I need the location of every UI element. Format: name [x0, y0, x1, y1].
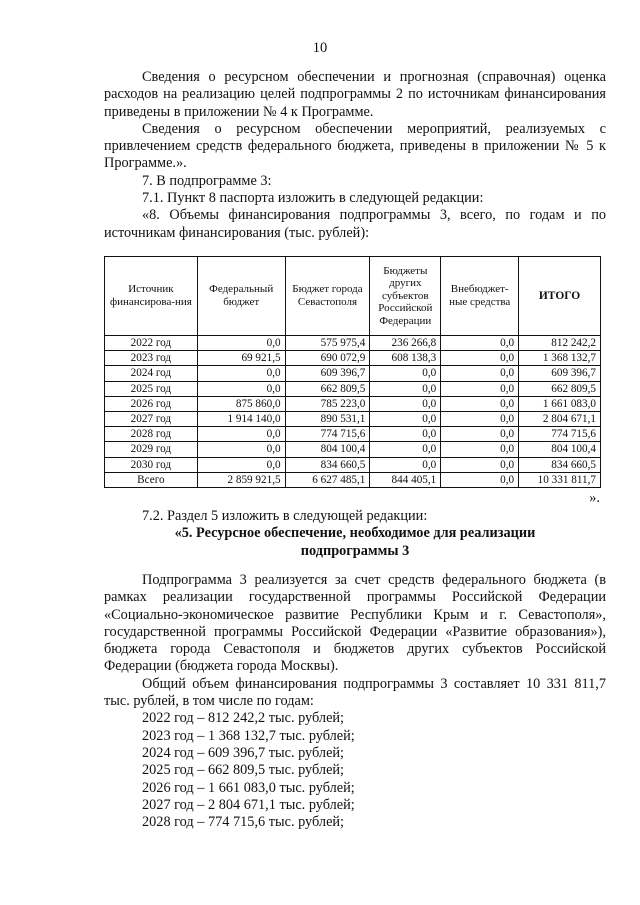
year-line: 2023 год – 1 368 132,7 тыс. рублей;	[142, 727, 355, 744]
table-cell: 875 860,0	[197, 396, 285, 411]
paragraph: «8. Объемы финансирования подпрограммы 3, всего, по годам и по источникам финансирования (тыс. рублей):	[104, 207, 606, 241]
table-cell: 2022 год	[105, 336, 198, 351]
table-cell: 804 100,4	[519, 442, 601, 457]
table-cell: 0,0	[441, 427, 519, 442]
table-cell: 804 100,4	[285, 442, 370, 457]
year-line: 2025 год – 662 809,5 тыс. рублей;	[142, 762, 345, 779]
table-row	[105, 427, 601, 442]
table-cell: 608 138,3	[370, 351, 441, 366]
table-row	[105, 381, 601, 396]
table-cell: 0,0	[370, 396, 441, 411]
table-cell: 690 072,9	[285, 351, 370, 366]
table-cell: 2023 год	[105, 351, 198, 366]
table-row	[105, 442, 601, 457]
table-cell: 2 804 671,1	[519, 412, 601, 427]
table-cell: 236 266,8	[370, 336, 441, 351]
header-federal: Федеральный бюджет	[197, 257, 285, 336]
header-total: ИТОГО	[519, 257, 601, 336]
table-cell: 844 405,1	[370, 472, 441, 487]
table-cell: 0,0	[441, 412, 519, 427]
year-line: 2024 год – 609 396,7 тыс. рублей;	[142, 744, 345, 761]
section-heading: подпрограммы 3	[300, 542, 410, 559]
header-extrabudgetary: Внебюджет-ные средства	[441, 257, 519, 336]
table-cell: 609 396,7	[519, 366, 601, 381]
paragraph: Сведения о ресурсном обеспечении и прогнозная (справочная) оценка расходов на реализацию целей подпрограммы 2 по источникам финансирования приведены в приложении № 4 к Программе.	[104, 69, 606, 120]
table-cell: 69 921,5	[197, 351, 285, 366]
table-row	[105, 351, 601, 366]
table-row	[105, 396, 601, 411]
year-line: 2028 год – 774 715,6 тыс. рублей;	[142, 814, 345, 831]
year-line: 2022 год – 812 242,2 тыс. рублей;	[142, 710, 345, 727]
table-cell: 2030 год	[105, 457, 198, 472]
table-cell: 2024 год	[105, 366, 198, 381]
section-heading-block	[104, 508, 606, 560]
section-body	[104, 572, 606, 831]
table-cell: 0,0	[370, 381, 441, 396]
table-cell: 774 715,6	[519, 427, 601, 442]
table-cell: 0,0	[197, 381, 285, 396]
table-row	[105, 366, 601, 381]
paragraph: Сведения о ресурсном обеспечении мероприятий, реализуемых с привлечением средств федерального бюджета, приведены в приложении № 5 к Программе.».	[104, 120, 606, 172]
table-cell: 6 627 485,1	[285, 472, 370, 487]
table-cell: 890 531,1	[285, 412, 370, 427]
table-cell: 10 331 811,7	[519, 472, 601, 487]
paragraph: Подпрограмма 3 реализуется за счет средств федерального бюджета (в рамках реализации государственной программы Российской Федерации «Социально-экономическое развитие Республики Крым и г. Севастополя», государственной программы Российской Федерации «Развитие образования»), бюджета города Севастополя и бюджетов других субъектов Российской Федерации (бюджета города Москвы).	[104, 572, 606, 675]
table-cell: 0,0	[370, 442, 441, 457]
table-cell: 575 975,4	[285, 336, 370, 351]
table-cell: 812 242,2	[519, 336, 601, 351]
table-cell: 0,0	[370, 427, 441, 442]
table-cell: Всего	[105, 472, 198, 487]
table-cell: 2029 год	[105, 442, 198, 457]
table-cell: 0,0	[441, 336, 519, 351]
year-line: 2027 год – 2 804 671,1 тыс. рублей;	[142, 796, 355, 813]
quote-close: ».	[589, 490, 600, 506]
table-row	[105, 472, 601, 487]
table-cell: 0,0	[441, 472, 519, 487]
table-cell: 662 809,5	[519, 381, 601, 396]
table-cell: 0,0	[441, 351, 519, 366]
table-row	[105, 412, 601, 427]
table-cell: 2 859 921,5	[197, 472, 285, 487]
table-cell: 0,0	[370, 412, 441, 427]
table-cell: 2028 год	[105, 427, 198, 442]
header-source: Источник финансирова-ния	[105, 257, 198, 336]
table-cell: 0,0	[441, 381, 519, 396]
paragraph: 7.1. Пункт 8 паспорта изложить в следующей редакции:	[142, 190, 484, 207]
table-cell: 1 368 132,7	[519, 351, 601, 366]
header-sevastopol: Бюджет города Севастополя	[285, 257, 370, 336]
table-cell: 0,0	[197, 457, 285, 472]
table-cell: 0,0	[370, 457, 441, 472]
table-cell: 785 223,0	[285, 396, 370, 411]
table-row	[105, 457, 601, 472]
table-cell: 2025 год	[105, 381, 198, 396]
paragraph: 7. В подпрограмме 3:	[142, 172, 272, 189]
header-other-subjects: Бюджеты других субъектов Российской Федерации	[370, 257, 441, 336]
paragraph: Общий объем финансирования подпрограммы 3 составляет 10 331 811,7 тыс. рублей, в том числе по годам:	[104, 675, 606, 710]
table-cell: 0,0	[441, 442, 519, 457]
table-cell: 834 660,5	[285, 457, 370, 472]
table-cell: 2027 год	[105, 412, 198, 427]
table-cell: 662 809,5	[285, 381, 370, 396]
table-header-row	[105, 257, 601, 336]
table-cell: 0,0	[197, 366, 285, 381]
table-cell: 1 914 140,0	[197, 412, 285, 427]
intro-block	[104, 69, 606, 242]
table-cell: 0,0	[441, 366, 519, 381]
financing-table	[104, 256, 601, 488]
section-heading: «5. Ресурсное обеспечение, необходимое для реализации	[174, 525, 536, 542]
table-cell: 1 661 083,0	[519, 396, 601, 411]
page-number: 10	[312, 40, 328, 56]
table-cell: 0,0	[441, 396, 519, 411]
table-cell: 834 660,5	[519, 457, 601, 472]
table-cell: 2026 год	[105, 396, 198, 411]
table-cell: 0,0	[370, 366, 441, 381]
table-cell: 609 396,7	[285, 366, 370, 381]
paragraph: 7.2. Раздел 5 изложить в следующей редакции:	[142, 508, 428, 524]
table-cell: 0,0	[197, 427, 285, 442]
table-cell: 0,0	[197, 336, 285, 351]
table-cell: 774 715,6	[285, 427, 370, 442]
table-row	[105, 336, 601, 351]
year-line: 2026 год – 1 661 083,0 тыс. рублей;	[142, 779, 355, 796]
table-cell: 0,0	[197, 442, 285, 457]
table-cell: 0,0	[441, 457, 519, 472]
